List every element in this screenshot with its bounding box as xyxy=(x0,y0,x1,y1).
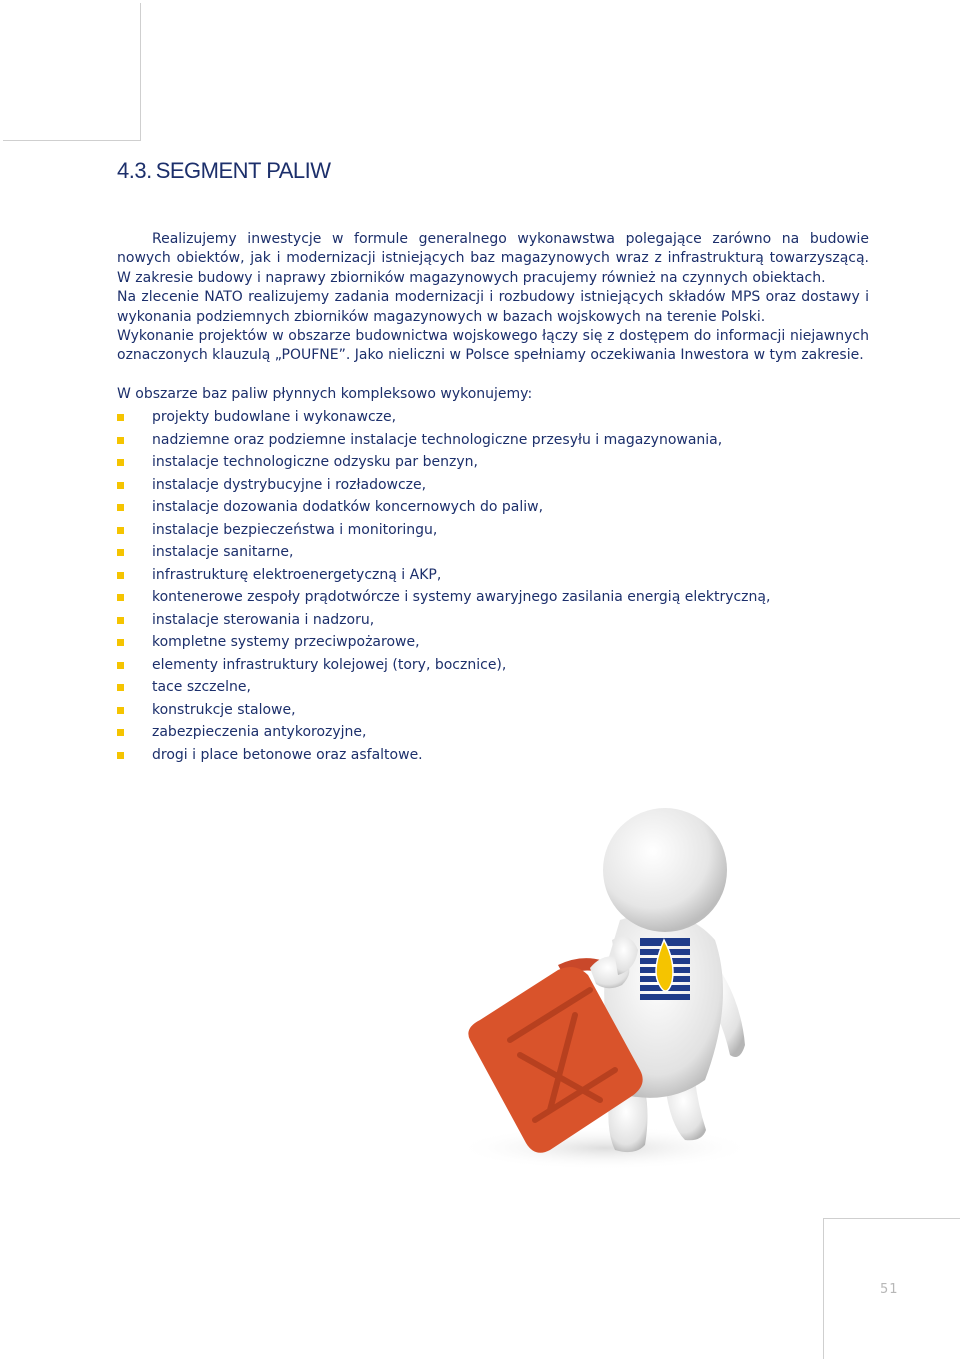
square-bullet-icon xyxy=(117,482,124,489)
list-item xyxy=(117,654,770,677)
square-bullet-icon xyxy=(117,662,124,669)
figure-head xyxy=(603,808,727,932)
list-item xyxy=(117,609,770,632)
square-bullet-icon xyxy=(117,729,124,736)
square-bullet-icon xyxy=(117,752,124,759)
section-number: 4.3. xyxy=(117,158,152,183)
list-item-text: instalacje bezpieczeństwa i monitoringu, xyxy=(152,521,438,538)
list-item xyxy=(117,474,770,497)
list-item-text: kontenerowe zespoły prądotwórcze i systemy awaryjnego zasilania energią elektryczną, xyxy=(152,589,771,605)
corner-frame-top-left xyxy=(3,3,141,141)
list-item xyxy=(117,564,770,587)
square-bullet-icon xyxy=(117,527,124,534)
list-item xyxy=(117,496,770,519)
list-item xyxy=(117,519,770,542)
square-bullet-icon xyxy=(117,414,124,421)
paragraph-nato: Na zlecenie NATO realizujemy zadania modernizacji i rozbudowy istniejących składów MPS oraz dostawy i wykonania podziemnych zbiorników magazynowych w bazach wojskowych na terenie Polski. xyxy=(117,289,869,325)
list-item-text: zabezpieczenia antykorozyjne, xyxy=(152,724,367,740)
square-bullet-icon xyxy=(117,549,124,556)
list-item-text: instalacje sterowania i nadzoru, xyxy=(152,611,375,628)
square-bullet-icon xyxy=(117,594,124,601)
intro-text xyxy=(117,230,869,366)
list-item xyxy=(117,676,770,699)
list-item-text: tace szczelne, xyxy=(152,679,251,695)
list-item-text: konstrukcje stalowe, xyxy=(152,701,296,718)
section-title xyxy=(117,158,331,184)
paragraph-classified: Wykonanie projektów w obszarze budownictwa wojskowego łączy się z dostępem do informacji niejawnych oznaczonych klauzulą „POUFNE”. Jako nieliczni w Polsce spełniamy oczekiwania Inwestora w tym zakresie. xyxy=(117,328,869,364)
list-item-text: kompletne systemy przeciwpożarowe, xyxy=(152,634,420,650)
square-bullet-icon xyxy=(117,459,124,466)
list-item-text: instalacje dystrybucyjne i rozładowcze, xyxy=(152,476,427,493)
square-bullet-icon xyxy=(117,437,124,444)
list-item-text: projekty budowlane i wykonawcze, xyxy=(152,409,397,425)
list-item-text: instalacje sanitarne, xyxy=(152,544,294,560)
list-item-text: elementy infrastruktury kolejowej (tory, bocznice), xyxy=(152,656,507,673)
services-list xyxy=(117,406,770,766)
square-bullet-icon xyxy=(117,617,124,624)
list-item xyxy=(117,451,770,474)
list-item xyxy=(117,721,770,744)
list-item-text: instalacje technologiczne odzysku par benzyn, xyxy=(152,454,478,470)
list-item xyxy=(117,699,770,722)
square-bullet-icon xyxy=(117,684,124,691)
list-item xyxy=(117,541,770,564)
list-item xyxy=(117,429,770,452)
list-item xyxy=(117,744,770,767)
paragraph-general-contracting: Realizujemy inwestycje w formule generalnego wykonawstwa polegające zarówno na budowie nowych obiektów, jak i modernizacji istniejących baz magazynowych wraz z infrastrukturą towarzyszącą. W zakresie budowy i naprawy zbiorników magazynowych pracujemy również na czynnych obiektach. xyxy=(117,231,869,286)
list-item-text: nadziemne oraz podziemne instalacje technologiczne przesyłu i magazynowania, xyxy=(152,431,723,448)
ground-shadow xyxy=(455,1126,755,1170)
list-item xyxy=(117,631,770,654)
list-intro: W obszarze baz paliw płynnych kompleksowo wykonujemy: xyxy=(117,386,533,402)
list-item xyxy=(117,406,770,429)
square-bullet-icon xyxy=(117,504,124,511)
list-item-text: infrastrukturę elektroenergetyczną i AKP, xyxy=(152,566,442,583)
list-item-text: instalacje dozowania dodatków koncernowych do paliw, xyxy=(152,499,544,515)
list-item-text: drogi i place betonowe oraz asfaltowe. xyxy=(152,746,423,763)
square-bullet-icon xyxy=(117,707,124,714)
section-title-text: SEGMENT PALIW xyxy=(155,158,331,183)
figure-with-fuel-canister-illustration xyxy=(440,800,770,1180)
square-bullet-icon xyxy=(117,572,124,579)
square-bullet-icon xyxy=(117,639,124,646)
list-item xyxy=(117,586,770,609)
page-number: 51 xyxy=(880,1282,899,1297)
